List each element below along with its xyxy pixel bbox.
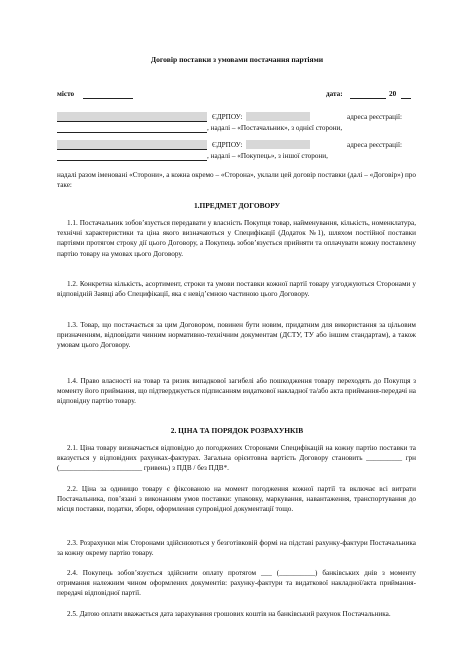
buyer-edrpou-label: ЄДРПОУ: [212,141,243,149]
supplier-edrpou-label: ЄДРПОУ: [212,113,243,121]
intro-text: надалі разом іменовані «Сторони», а кожна окремо – «Сторона», уклали цей договір поставки (далі – «Договір») про таке: [57,171,416,190]
paragraph-text: 2.5. Датою оплати вважається дата зарахування грошових коштів на банківський рахунок Постачальника. [67,610,391,618]
buyer-role-text: , надалі – «Покупець», з іншої сторони, [207,152,328,160]
intro-paragraph [57,170,416,190]
buyer-address-field[interactable] [57,160,207,161]
document-title: Договір поставки з умовами постачання партіями [150,55,324,64]
supplier-role-text: , надалі – «Постачальник», з однієї сторони, [207,124,343,132]
paragraph-1-1 [57,218,416,259]
paragraph-text: 1.3. Товар, що постачається за цим Договором, повинен бути новим, придатним для використання за цільовим призначенням, відповідати чинним нормативно-технічним документам (ДСТУ, ТУ або іншим стандартам), а також умовам цього Договору. [57,321,416,350]
paragraph-2-4 [57,568,416,599]
city-label: місто [57,90,75,98]
paragraph-2-5 [57,609,416,619]
year-field[interactable] [401,98,411,99]
date-year: 20 [389,90,397,98]
date-label: дата: [326,90,343,98]
paragraph-2-1 [57,443,416,474]
supplier-address-field[interactable] [57,132,207,133]
buyer-address-label: адреса реєстрації: [347,141,402,149]
paragraph-text: 2.1. Ціна товару визначається відповідно до погоджених Сторонами Специфікацій на кожну партію поставки та вказується у відповідних рахунках-фактурах. Загальна орієнтовна вартість Договору становить __________ грн (_______________________ гривень) з ПДВ / без ПДВ*. [57,444,416,473]
paragraph-1-4 [57,376,416,407]
paragraph-2-2 [57,484,416,515]
paragraph-text: 1.1. Постачальник зобов’язується передавати у власність Покупця товар, найменування, кількість, номенклатура, технічні характеристики та ціна якого визначаються у Специфікації (Додаток №1), шляхом постійної поставки партіями протягом строку дії цього Договору, а Покупець зобов’язується прийняти та оплачувати кожну поставлену партію товару на умовах цього Договору. [57,219,416,258]
buyer-edrpou-field[interactable] [246,140,310,149]
paragraph-text: 1.2. Конкретна кількість, асортимент, строки та умови поставки кожної партії товару узгоджуються Сторонами у відповідній Заявці або Специфікації, яка є невід’ємною частиною цього Договору. [57,280,416,299]
supplier-name-field[interactable] [57,112,207,121]
paragraph-text: 2.4. Покупець зобов’язується здійснити оплату протягом ___ (__________) банківських днів з моменту отримання належним чином оформлених документів: рахунку-фактури та видаткової накладної/акта приймання-передачі відповідної партії. [57,569,416,598]
section-1-heading: 1.ПРЕДМЕТ ДОГОВОРУ [193,201,281,210]
city-field[interactable] [83,98,133,99]
buyer-name-underline [57,149,207,150]
buyer-name-field[interactable] [57,140,207,149]
date-field[interactable] [350,98,386,99]
paragraph-2-3 [57,538,416,558]
supplier-name-underline [57,121,207,122]
paragraph-1-2 [57,279,416,299]
supplier-address-label: адреса реєстрації: [347,113,402,121]
section-2-heading: 2. ЦІНА ТА ПОРЯДОК РОЗРАХУНКІВ [170,426,304,435]
paragraph-text: 1.4. Право власності на товар та ризик випадкової загибелі або пошкодження товару переходять до Покупця з моменту його приймання, що підтверджується підписанням видаткової накладної та/або акта приймання-передачі на відповідну партію товару. [57,377,416,406]
paragraph-text: 2.3. Розрахунки між Сторонами здійснюються у безготівковій формі на підставі рахунку-фактури Постачальника за кожну окрему партію товару. [57,539,416,558]
paragraph-1-3 [57,320,416,351]
paragraph-text: 2.2. Ціна за одиницю товару є фіксованою на момент погодження кожної партії та включає всі витрати Постачальника, пов’язані з виконанням умов поставки: упаковку, маркування, навантаження, транспортування до місця поставки, податки, збори, оформлення супровідної документації тощо. [57,485,416,514]
supplier-edrpou-field[interactable] [246,112,310,121]
